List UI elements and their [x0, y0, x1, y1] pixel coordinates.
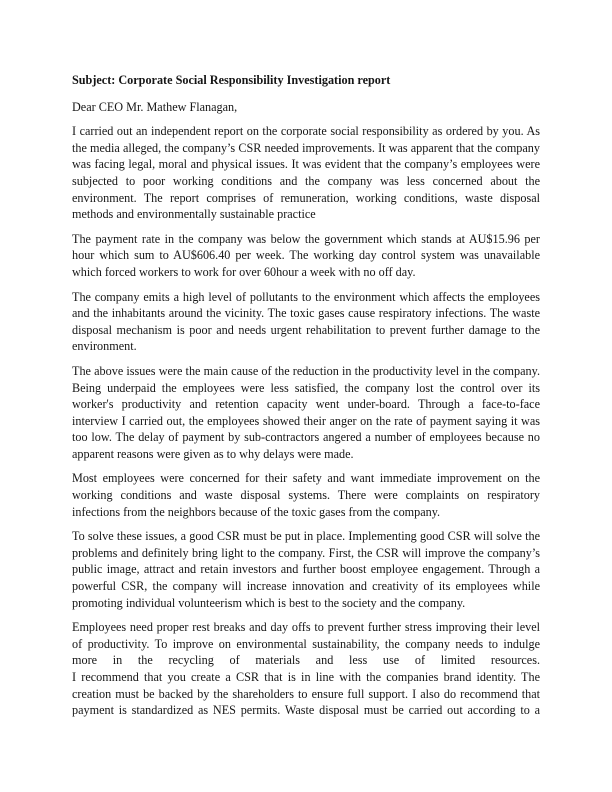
- paragraph-pollution: The company emits a high level of pollutants to the environment which affects the employees and the inhabitants around the vicinity. The toxic gases cause respiratory infections. The waste disposal mechanism is poor and needs urgent rehabilitation to prevent further damage to the environment.: [72, 289, 540, 354]
- paragraph-productivity: The above issues were the main cause of the reduction in the productivity level in the company. Being underpaid the employees were less satisfied, the company lost the control over its worker's productivity and retention capacity went under-board. Through a face-to-face interview I carried out, the employees showed their anger on the rate of payment saying it was too low. The delay of payment by sub-contractors angered a number of employees because no apparent reasons were given as to why delays were made.: [72, 363, 540, 461]
- salutation: Dear CEO Mr. Mathew Flanagan,: [72, 99, 238, 114]
- paragraph-employee-concerns: Most employees were concerned for their safety and want immediate improvement on the working conditions and waste disposal systems. There were complaints on respiratory infections from the neighbors because of the toxic gases from the company.: [72, 471, 540, 519]
- paragraph-recommendations: I recommend that you create a CSR that is in line with the companies brand identity. The creation must be backed by the shareholders to ensure full support. I also do recommend that payment is standardized as NES permits. Waste disposal must be carried out according to a: [72, 670, 540, 718]
- document-body: [72, 72, 540, 719]
- paragraph-rest-breaks: Employees need proper rest breaks and day offs to prevent further stress improving their level of productivity. To improve on environmental sustainability, the company needs to indulge more in the recycling of materials and less use of limited resources.: [72, 620, 540, 668]
- paragraph-payment-rate: The payment rate in the company was below the government which stands at AU$15.96 per hour which sum to AU$606.40 per week. The working day control system was unavailable which forced workers to work for over 60hour a week with no off day.: [72, 231, 540, 279]
- paragraph-introduction: I carried out an independent report on the corporate social responsibility as ordered by you. As the media alleged, the company’s CSR needed improvements. It was apparent that the company was facing legal, moral and physical issues. It was evident that the company’s employees were subjected to poor working conditions and the company was less concerned about the environment. The report comprises of remuneration, working conditions, waste disposal methods and environmentally sustainable practice: [72, 124, 540, 222]
- paragraph-csr-solution: To solve these issues, a good CSR must be put in place. Implementing good CSR will solve the problems and definitely bring light to the company. First, the CSR will improve the company’s public image, attract and retain investors and further boost employee engagement. Through a powerful CSR, the company will increase innovation and creativity of its employees while promoting individual volunteerism which is best to the society and the company.: [72, 529, 540, 610]
- subject-line: Subject: Corporate Social Responsibility Investigation report: [72, 73, 391, 87]
